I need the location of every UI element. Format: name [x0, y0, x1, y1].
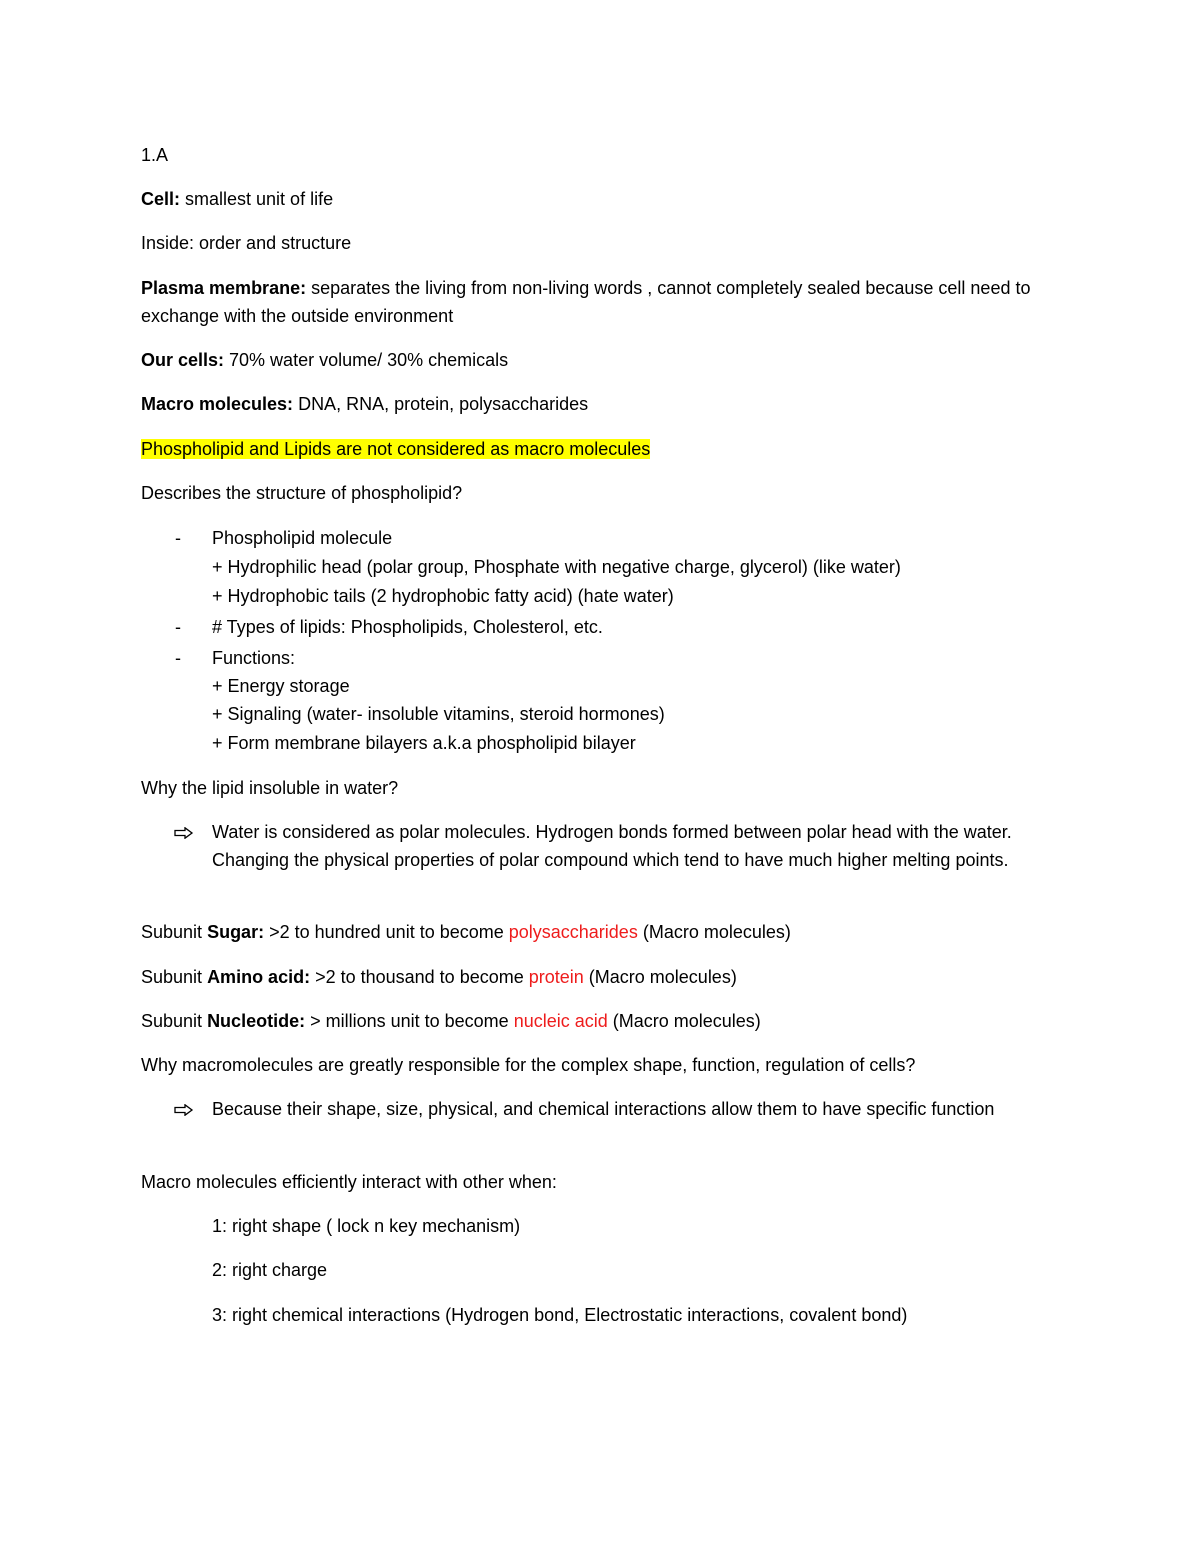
- list-bullet: -: [175, 617, 181, 637]
- macro-text: DNA, RNA, protein, polysaccharides: [293, 394, 589, 414]
- subunit-suffix: (Macro molecules): [607, 1011, 761, 1031]
- why-lipid-answer: Water is considered as polar molecules. Hydrogen bonds formed between polar head with the water. Changing the physical properties of polar compound which tend to have much higher melting points.: [212, 822, 1012, 870]
- condition-item: [212, 1256, 327, 1284]
- red-term-polysaccharides: polysaccharides: [508, 922, 638, 942]
- list-item: Phospholipid molecule: [212, 528, 393, 548]
- subunit-amino-line: [141, 963, 737, 991]
- term-plasma-membrane: Plasma membrane:: [141, 278, 307, 298]
- why-lipid-question: Why the lipid insoluble in water?: [141, 778, 399, 798]
- list-subitem: + Energy storage: [212, 676, 350, 696]
- right-arrow-outline-icon: [174, 818, 196, 846]
- inside-line: Inside: order and structure: [141, 233, 352, 253]
- why-macro-answer: Because their shape, size, physical, and chemical interactions allow them to have specific function: [212, 1099, 995, 1119]
- term-cell: Cell:: [141, 189, 181, 209]
- condition-text: right shape ( lock n key mechanism): [227, 1216, 521, 1236]
- list-item: # Types of lipids: Phospholipids, Cholesterol, etc.: [212, 617, 603, 637]
- red-term-protein: protein: [528, 967, 584, 987]
- plasma-text: separates the living from non-living words , cannot completely sealed because cell need to exchange with the outside environment: [141, 278, 1031, 326]
- condition-text: right charge: [227, 1260, 328, 1280]
- list-subitem: + Hydrophilic head (polar group, Phosphate with negative charge, glycerol) (like water): [212, 557, 901, 577]
- right-arrow-outline-icon: [174, 1095, 196, 1123]
- plasma-membrane-definition: [141, 274, 1046, 330]
- list-bullet: -: [175, 648, 181, 668]
- condition-number: 1:: [212, 1216, 228, 1236]
- subunit-suffix: (Macro molecules): [637, 922, 791, 942]
- subunit-middle: >2 to hundred unit to become: [264, 922, 509, 942]
- subunit-suffix: (Macro molecules): [583, 967, 737, 987]
- list-bullet: -: [175, 528, 181, 548]
- condition-text: right chemical interactions (Hydrogen bond, Electrostatic interactions, covalent bond): [227, 1305, 908, 1325]
- describes-question: Describes the structure of phospholipid?: [141, 483, 463, 503]
- term-nucleotide: Nucleotide:: [207, 1011, 306, 1031]
- term-macro-molecules: Macro molecules:: [141, 394, 294, 414]
- list-subitem: + Hydrophobic tails (2 hydrophobic fatty acid) (hate water): [212, 586, 674, 606]
- subunit-middle: >2 to thousand to become: [310, 967, 529, 987]
- interact-intro: Macro molecules efficiently interact with other when:: [141, 1172, 557, 1192]
- subunit-prefix: Subunit: [141, 922, 208, 942]
- subunit-prefix: Subunit: [141, 967, 208, 987]
- subunit-prefix: Subunit: [141, 1011, 208, 1031]
- list-subitem: + Form membrane bilayers a.k.a phospholipid bilayer: [212, 733, 636, 753]
- condition-item: [212, 1212, 520, 1240]
- macro-molecules-line: [141, 390, 588, 418]
- red-term-nucleic-acid: nucleic acid: [513, 1011, 608, 1031]
- term-amino-acid: Amino acid:: [207, 967, 311, 987]
- list-item: Functions:: [212, 648, 296, 668]
- list-subitem: + Signaling (water- insoluble vitamins, steroid hormones): [212, 704, 665, 724]
- condition-number: 2:: [212, 1260, 228, 1280]
- our-cells-text: 70% water volume/ 30% chemicals: [224, 350, 509, 370]
- term-sugar: Sugar:: [207, 922, 265, 942]
- cell-text: smallest unit of life: [180, 189, 334, 209]
- highlighted-note: [141, 435, 650, 463]
- subunit-sugar-line: [141, 918, 791, 946]
- subunit-nucleotide-line: [141, 1007, 761, 1035]
- why-macro-question: Why macromolecules are greatly responsible for the complex shape, function, regulation of cells?: [141, 1055, 916, 1075]
- condition-number: 3:: [212, 1305, 228, 1325]
- our-cells-line: [141, 346, 508, 374]
- highlight-text: Phospholipid and Lipids are not considered as macro molecules: [141, 439, 651, 459]
- cell-definition: [141, 185, 333, 213]
- section-heading: 1.A: [141, 145, 169, 165]
- subunit-middle: > millions unit to become: [305, 1011, 514, 1031]
- condition-item: [212, 1301, 907, 1329]
- term-our-cells: Our cells:: [141, 350, 225, 370]
